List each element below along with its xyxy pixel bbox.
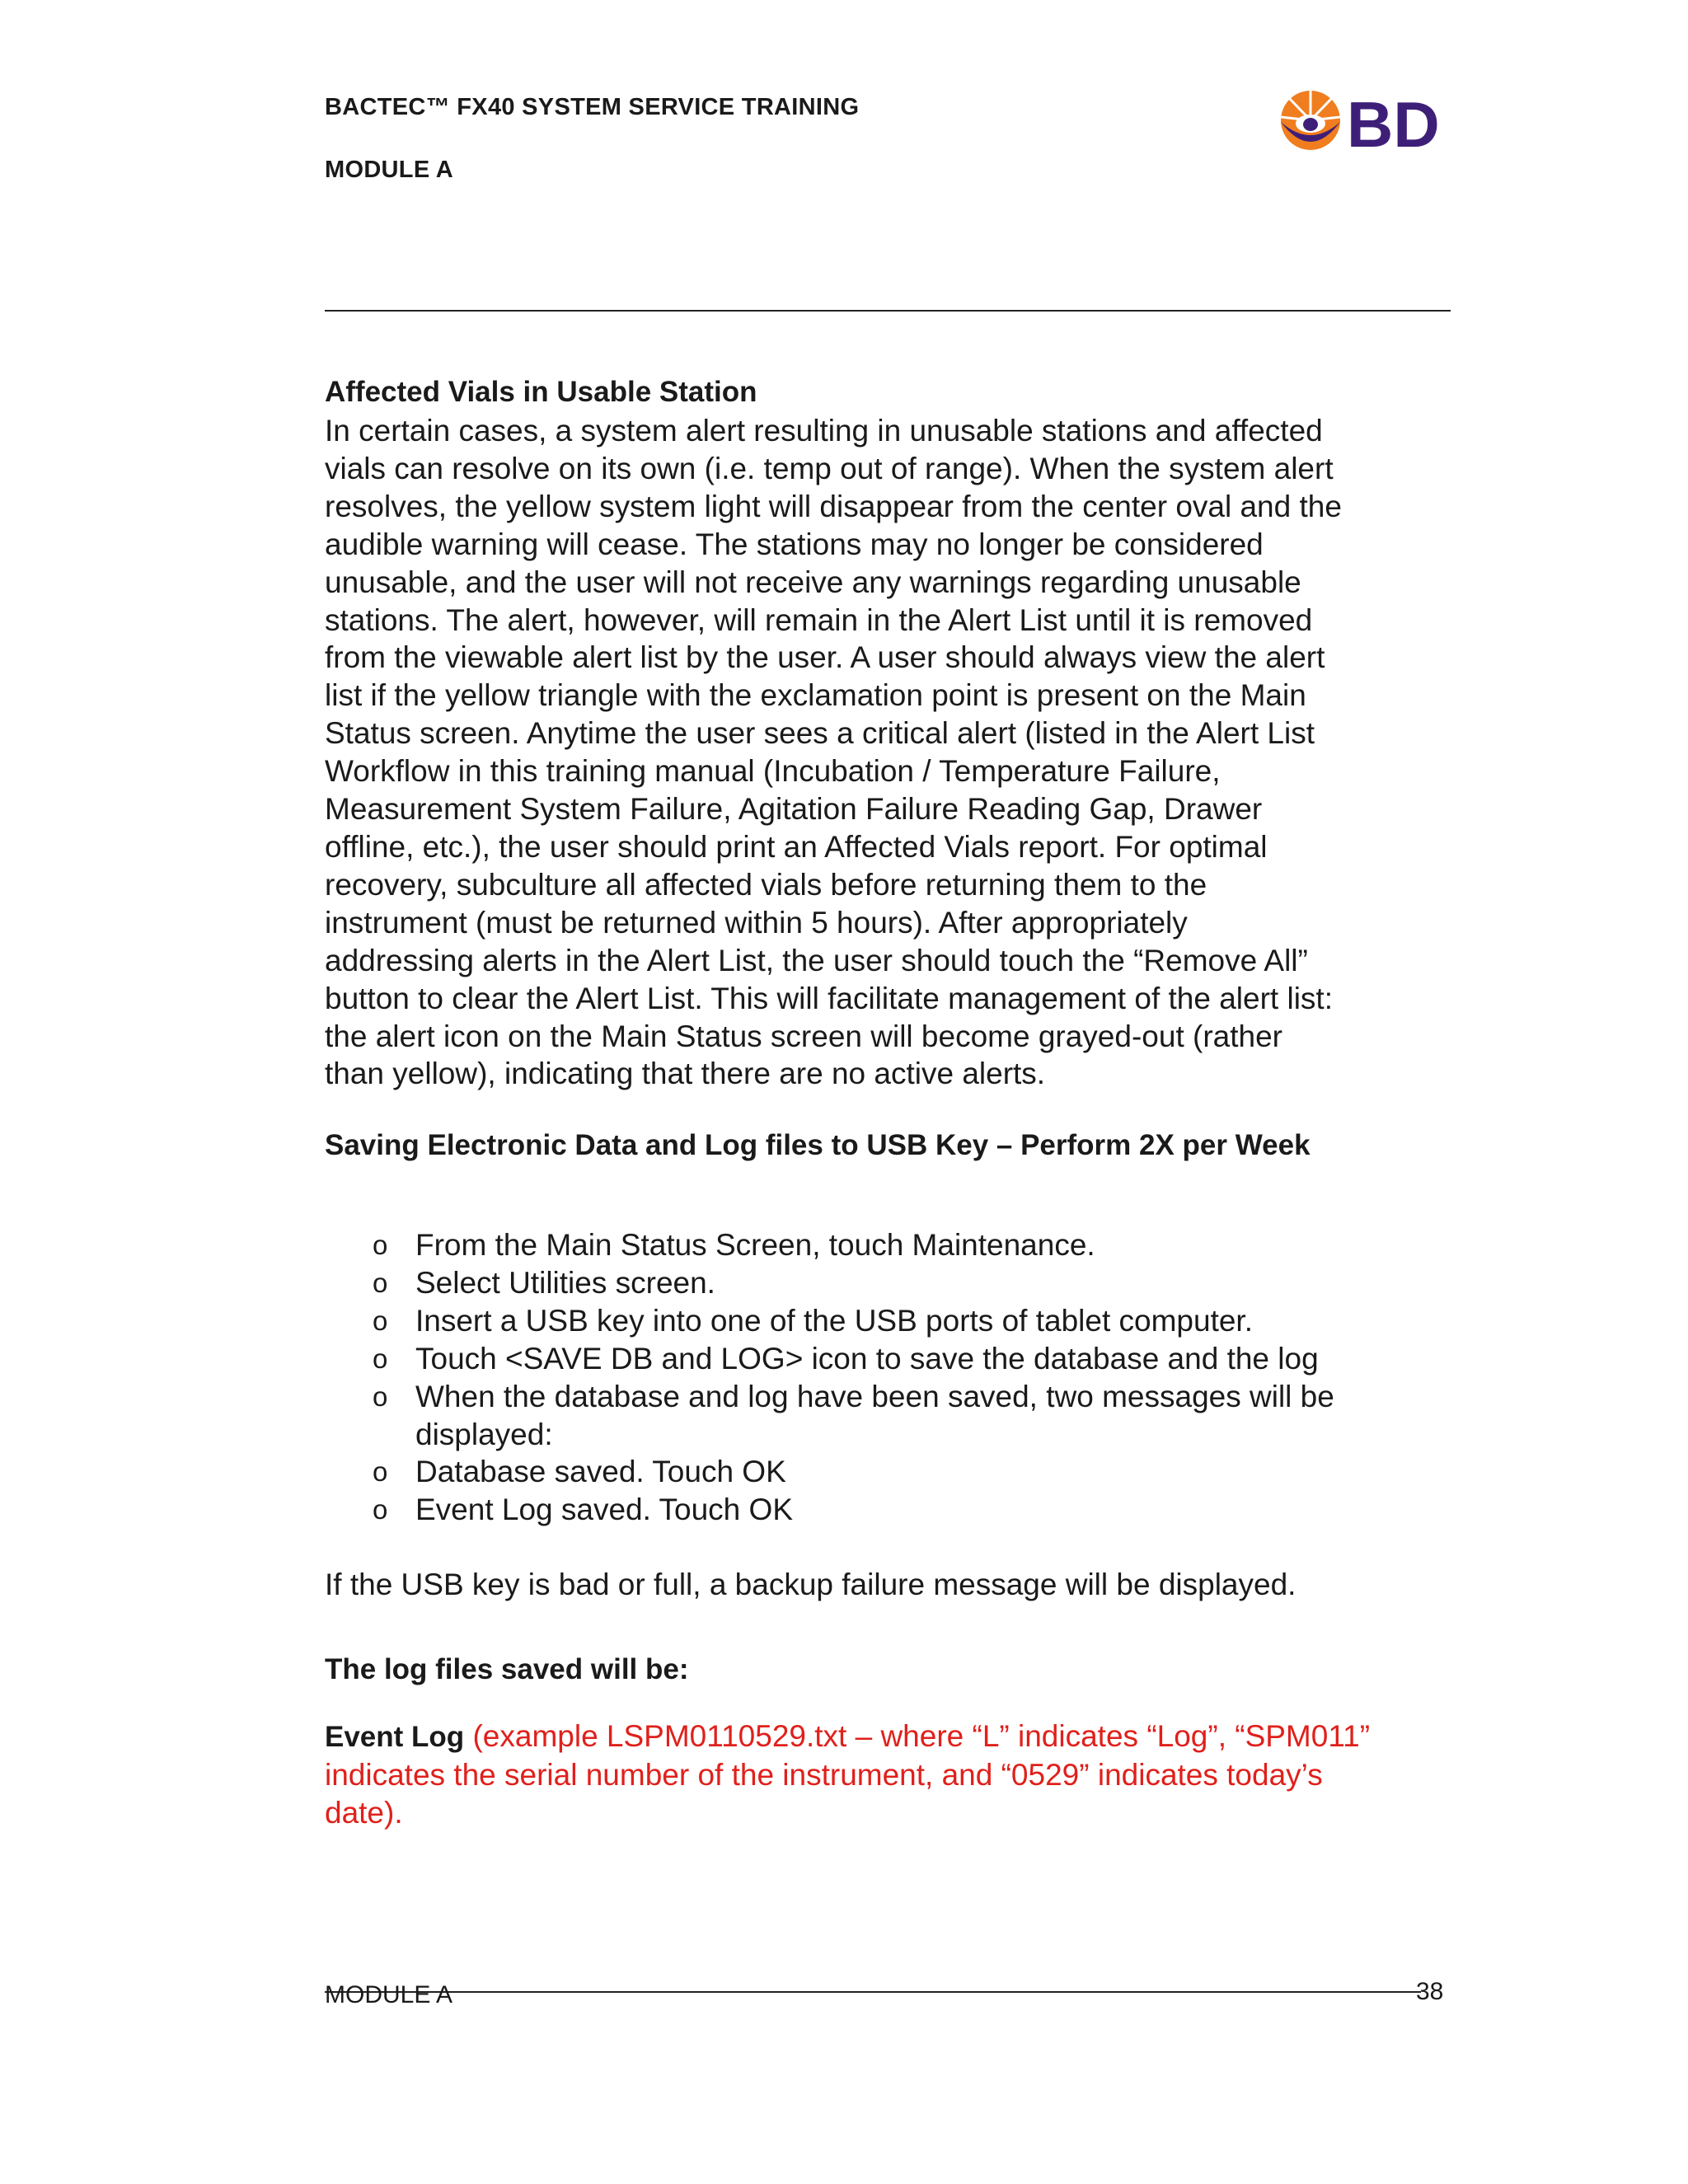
paragraph-line: In certain cases, a system alert resulting in unusable stations and affected xyxy=(325,414,1323,448)
list-item xyxy=(325,1302,1334,1340)
list-item xyxy=(325,1491,1334,1529)
footer-module-label: MODULE A xyxy=(325,1981,453,2008)
document-header-title: BACTEC™ FX40 SYSTEM SERVICE TRAINING xyxy=(325,94,860,120)
paragraph-line: unusable, and the user will not receive any warnings regarding unusable xyxy=(325,565,1301,599)
paragraph-line: instrument (must be returned within 5 hours). After appropriately xyxy=(325,905,1188,940)
list-item xyxy=(325,1453,1334,1491)
paragraph-line: Status screen. Anytime the user sees a critical alert (listed in the Alert List xyxy=(325,716,1315,751)
page-number: 38 xyxy=(1416,1978,1444,2005)
affected-vials-paragraph xyxy=(325,412,1462,1093)
section-heading-log-files: The log files saved will be: xyxy=(325,1653,689,1685)
step-text: When the database and log have been saved, two messages will be xyxy=(415,1379,1334,1413)
paragraph-line: stations. The alert, however, will remain in the Alert List until it is removed xyxy=(325,602,1313,637)
section-heading-saving-data: Saving Electronic Data and Log files to USB Key – Perform 2X per Week xyxy=(325,1129,1311,1161)
step-text-continuation: displayed: xyxy=(415,1417,553,1451)
paragraph-line: vials can resolve on its own (i.e. temp out of range). When the system alert xyxy=(325,451,1334,485)
paragraph-line: Measurement System Failure, Agitation Failure Reading Gap, Drawer xyxy=(325,792,1263,827)
bd-logo xyxy=(1278,86,1442,155)
bullet-marker: o xyxy=(373,1343,388,1374)
event-log-example-line: (example LSPM0110529.txt – where “L” indicates “Log”, “SPM011” xyxy=(472,1719,1371,1753)
step-text: Select Utilities screen. xyxy=(415,1265,715,1300)
usb-failure-note: If the USB key is bad or full, a backup failure message will be displayed. xyxy=(325,1568,1296,1601)
bullet-marker: o xyxy=(373,1305,388,1336)
bullet-marker: o xyxy=(373,1380,388,1412)
bullet-marker: o xyxy=(373,1267,388,1298)
paragraph-line: list if the yellow triangle with the exclamation point is present on the Main xyxy=(325,678,1306,713)
paragraph-line: audible warning will cease. The stations may no longer be considered xyxy=(325,527,1264,561)
paragraph-line: addressing alerts in the Alert List, the user should touch the “Remove All” xyxy=(325,943,1308,977)
bullet-marker: o xyxy=(373,1230,388,1260)
paragraph-line: recovery, subculture all affected vials before returning them to the xyxy=(325,867,1207,902)
event-log-example-line: indicates the serial number of the instrument, and “0529” indicates today’s xyxy=(325,1757,1323,1792)
paragraph-line: offline, etc.), the user should print an Affected Vials report. For optimal xyxy=(325,829,1268,864)
paragraph-line: button to clear the Alert List. This will facilitate management of the alert list: xyxy=(325,981,1333,1015)
step-text: Database saved. Touch OK xyxy=(415,1455,786,1489)
paragraph-line: the alert icon on the Main Status screen will become grayed-out (rather xyxy=(325,1019,1282,1053)
event-log-label: Event Log xyxy=(325,1721,465,1753)
bd-sunburst-icon xyxy=(1281,91,1340,150)
footer-divider xyxy=(325,1991,1421,1993)
bullet-marker: o xyxy=(373,1494,388,1526)
list-item xyxy=(325,1340,1334,1378)
step-text: Touch <SAVE DB and LOG> icon to save the database and the log xyxy=(415,1341,1319,1376)
event-log-description xyxy=(325,1718,1370,1832)
header-divider xyxy=(325,310,1451,312)
paragraph-line: resolves, the yellow system light will disappear from the center oval and the xyxy=(325,489,1342,523)
paragraph-line: than yellow), indicating that there are no active alerts. xyxy=(325,1057,1046,1091)
list-item xyxy=(325,1226,1334,1264)
paragraph-line: from the viewable alert list by the user. A user should always view the alert xyxy=(325,640,1325,675)
step-text: Event Log saved. Touch OK xyxy=(415,1493,794,1527)
step-text: From the Main Status Screen, touch Maintenance. xyxy=(415,1228,1095,1262)
section-heading-affected-vials: Affected Vials in Usable Station xyxy=(325,376,757,408)
list-item xyxy=(325,1378,1334,1454)
paragraph-line: Workflow in this training manual (Incubation / Temperature Failure, xyxy=(325,754,1221,789)
list-item xyxy=(325,1264,1334,1302)
bullet-marker: o xyxy=(373,1456,388,1488)
step-text: Insert a USB key into one of the USB ports of tablet computer. xyxy=(415,1303,1253,1338)
event-log-example-line: date). xyxy=(325,1795,403,1830)
document-header-module: MODULE A xyxy=(325,157,453,183)
usb-save-steps-list xyxy=(325,1226,1334,1529)
bd-logo-text: BD xyxy=(1347,88,1440,155)
